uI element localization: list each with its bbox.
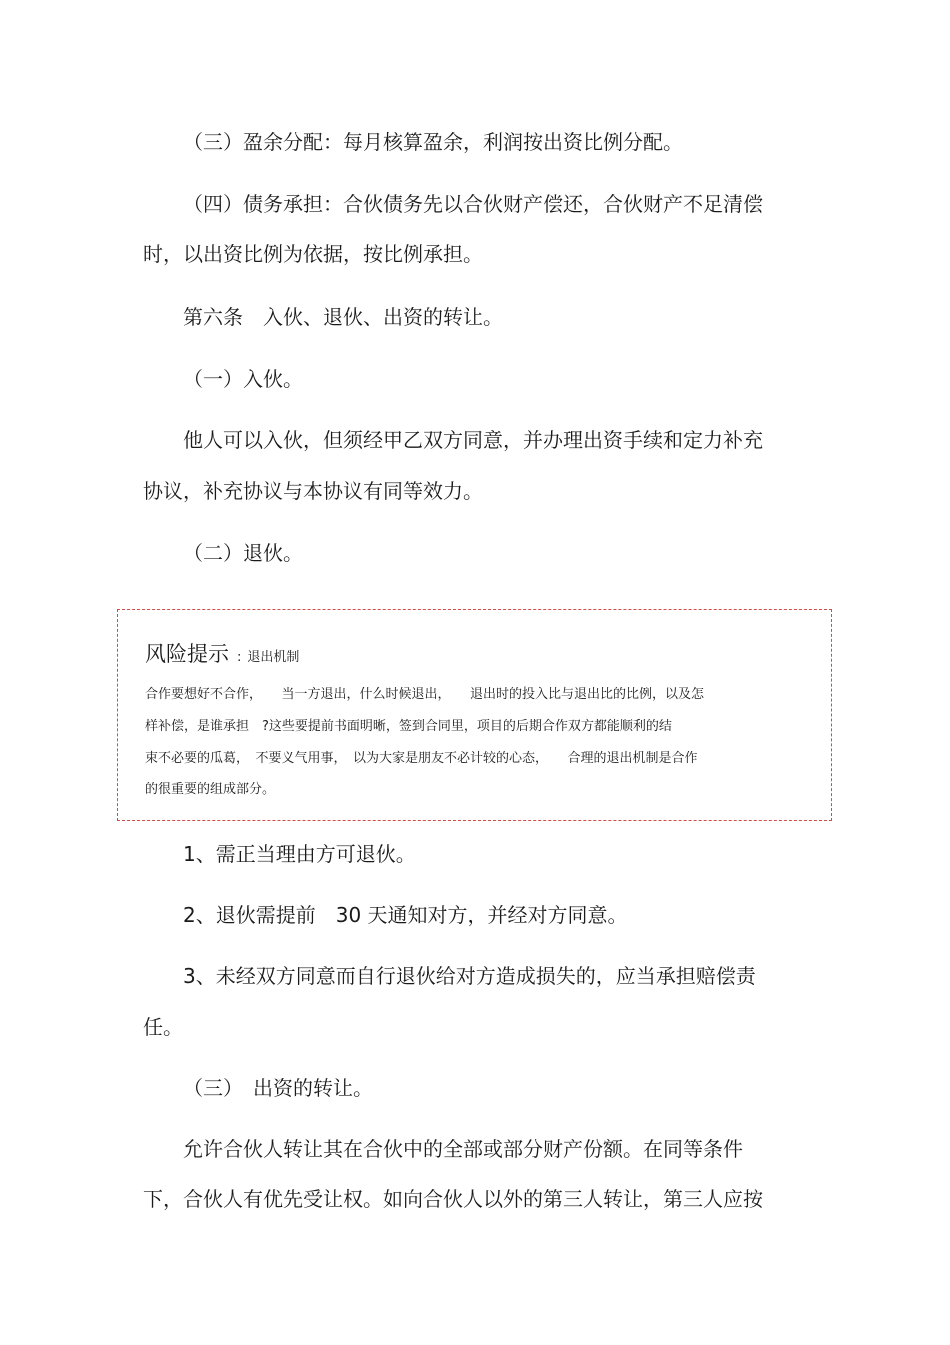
section-joining-heading: （一）入伙。 bbox=[183, 367, 303, 391]
paragraph-debt-line-1: （四）债务承担：合伙债务先以合伙财产偿还，合伙财产不足清偿 bbox=[183, 192, 763, 216]
withdrawal-item-2: 2、退伙需提前 30 天通知对方，并经对方同意。 bbox=[183, 903, 628, 927]
paragraph-debt-line-2: 时，以出资比例为依据，按比例承担。 bbox=[143, 242, 483, 266]
withdrawal-item-3-line-2: 任。 bbox=[143, 1015, 183, 1039]
risk-notice-line: 束不必要的瓜葛， 不要义气用事， 以为大家是朋友不必计较的心态， 合理的退出机制是合作 bbox=[145, 751, 698, 766]
article-six-heading: 第六条 入伙、退伙、出资的转让。 bbox=[183, 305, 503, 329]
paragraph-transfer-line-2: 下，合伙人有优先受让权。如向合伙人以外的第三人转让，第三人应按 bbox=[143, 1187, 763, 1211]
paragraph-profit-distribution: （三）盈余分配：每月核算盈余，利润按出资比例分配。 bbox=[183, 130, 683, 154]
withdrawal-item-1: 1、需正当理由方可退伙。 bbox=[183, 842, 416, 866]
withdrawal-item-3-line-1: 3、未经双方同意而自行退伙给对方造成损失的，应当承担赔偿责 bbox=[183, 964, 756, 988]
risk-notice-title-row bbox=[145, 638, 299, 668]
paragraph-transfer-line-1: 允许合伙人转让其在合伙中的全部或部分财产份额。在同等条件 bbox=[183, 1137, 743, 1161]
section-withdrawal-heading: （二）退伙。 bbox=[183, 541, 303, 565]
paragraph-joining-line-2: 协议，补充协议与本协议有同等效力。 bbox=[143, 479, 483, 503]
risk-notice-separator: : bbox=[237, 650, 242, 665]
paragraph-joining-line-1: 他人可以入伙，但须经甲乙双方同意，并办理出资手续和定力补充 bbox=[183, 428, 763, 452]
risk-notice-box bbox=[117, 609, 832, 821]
risk-notice-line: 样补偿，是谁承担 ?这些要提前书面明晰，签到合同里，项目的后期合作双方都能顺利的结 bbox=[145, 719, 672, 734]
risk-notice-subtitle: 退出机制 bbox=[247, 650, 300, 665]
risk-notice-title: 风险提示 bbox=[145, 642, 229, 666]
risk-notice-line: 的很重要的组成部分。 bbox=[145, 782, 276, 797]
section-transfer-heading: （三） 出资的转让。 bbox=[183, 1076, 373, 1100]
risk-notice-line: 合作要想好不合作， 当一方退出，什么时候退出， 退出时的投入比与退出比的比例，以及怎 bbox=[145, 687, 705, 702]
